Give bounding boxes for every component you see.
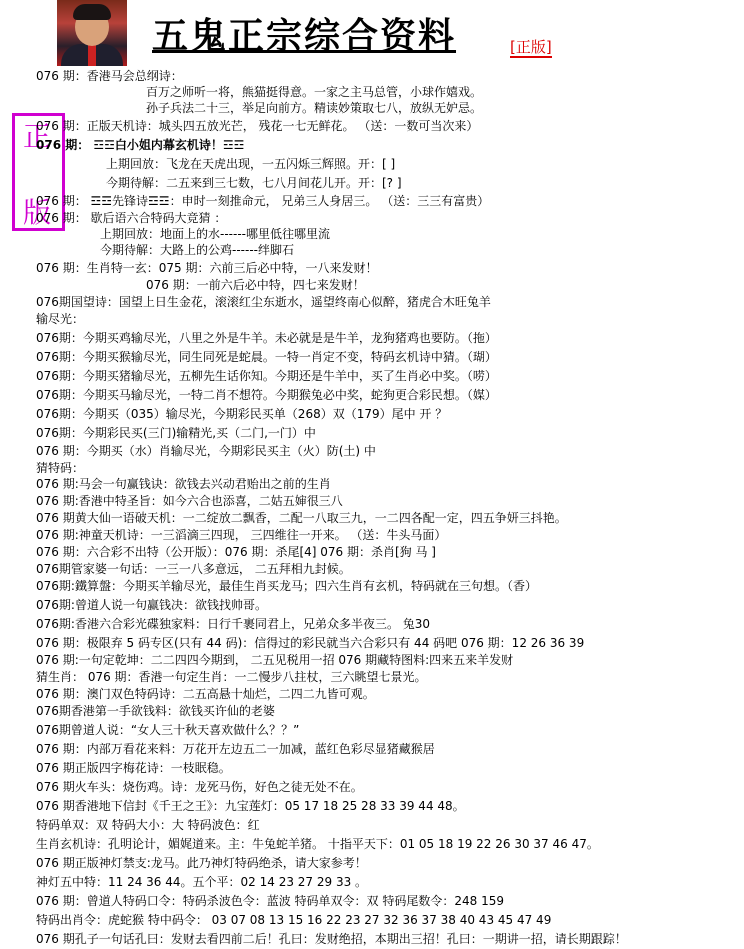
text-line: 上期回放：飞龙在天虎出现，一五闪烁三辉照。开：[ ] (106, 157, 396, 171)
text-line: 076期:香港六合彩光碟独家料：日行千裹同君上，兄弟众多半夜三。 兔30 (36, 617, 431, 631)
text-line: 076 期：今期买（水）肖输尽光，今期彩民买主（火）防(土) 中 (36, 444, 376, 458)
text-line: 076 期：正版天机诗：城头四五放光芒， 残花一七无鲜花。 （送：一数可当次来） (36, 119, 479, 133)
text-line: 076 期：内部万看花来料：万花开左边五二一加减，蓝红色彩尽显猪藏猴居 (36, 742, 435, 756)
text-line: 猜特码： (36, 461, 85, 475)
edition-badge: [正版] (510, 38, 552, 56)
text-line: 076期：今期买猪输尽光，五柳先生话你知。今期还是牛羊中，买了生肖必中奖。（唠） (36, 369, 497, 383)
text-line: 孙子兵法二十三，举足向前方。精读妙策取七八，放纵无妒忌。 (146, 101, 483, 115)
stamp-char-bottom: 版 (23, 196, 52, 229)
text-line: 百万之师听一将，熊猫挺得意。一家之主马总管，小球作嬉戏。 (146, 85, 483, 99)
text-line: 076期国望诗：国望上日生金花，滚滚红尘东逝水，遥望终南心似醉，猪虎合木旺兔羊 (36, 295, 491, 309)
text-line: 生肖玄机诗：孔明论计，媚娓道来。主：牛兔蛇羊猪。 十指平天下：01 05 18 19 22 26 30 37 46 47。 (36, 837, 599, 851)
text-line: 076期曾道人说：“女人三十秋天喜欢做什么？？” (36, 723, 300, 737)
text-line: 076 期：澳门双色特码诗：二五高悬十灿烂，二四二九皆可观。 (36, 687, 375, 701)
text-line: 076期：今期彩民买(三门)输精光,买（二门,一门）中 (36, 426, 316, 440)
text-line: 076 期： ☲☲白小姐内幕玄机诗！☲☲ (36, 138, 245, 152)
text-line: 076 期黄大仙一语破天机：一二绽放二飘香，二配一八取三九，一二四各配一定，四五争妍三抖艳。 (36, 511, 567, 525)
text-line: 076期香港第一手欲钱料：欲钱买许仙的老婆 (36, 704, 275, 718)
text-line: 076期管家婆一句话：一三一八多意远， 二五拜相九封候。 (36, 562, 351, 576)
text-line: 076期:鐵算盤：今期买羊输尽光，最佳生肖买龙马；四六生肖有玄机，特码就在三句想。（香） (36, 579, 537, 593)
author-photo (57, 0, 127, 66)
text-line: 076 期:神童天机诗：一三滔滴三四现， 三四维往一开来。 （送：牛头马面） (36, 528, 447, 542)
text-line: 特码出肖令：虎蛇猴 特中码令： 03 07 08 13 15 16 22 23 27 32 36 37 38 40 43 45 47 49 (36, 913, 552, 927)
stamp-char-top: 正 (23, 120, 52, 153)
text-line: 076 期香港地下信封《千王之王》：九宝莲灯：05 17 18 25 28 33 39 44 48。 (36, 799, 465, 813)
text-line: 神灯五中特：11 24 36 44。五个平：02 14 23 27 29 33 。 (36, 875, 368, 889)
text-line: 076期：今期买（035）输尽光，今期彩民买单（268）双（179）尾中 开 ？ (36, 407, 448, 421)
text-line: 076期：今期买猴输尽光，同生同死是蛇晨。一特一肖定不变，特码玄机诗中猜。（瑚） (36, 350, 497, 364)
text-line: 076 期火车头：烧伤鸡。诗：龙死马伤，好色之徒无处不在。 (36, 780, 363, 794)
text-line: 076 期正版四字梅花诗：一枝眠稳。 (36, 761, 231, 775)
text-line: 076 期：一前六后必中特，四七来发财！ (146, 278, 365, 292)
text-line: 076 期：生肖特一玄：075 期：六前三后必中特，一八来发财！ (36, 261, 378, 275)
text-line: 076 期:香港中特圣旨：如今六合也添喜，二姑五婶很三八 (36, 494, 343, 508)
text-line: 特码单双：双 特码大小：大 特码波色：红 (36, 818, 260, 832)
text-line: 输尽光： (36, 312, 85, 326)
text-line: 猜生肖： 076 期：香港一句定生肖：一二慢步八拄杖，三六眺望七景光。 (36, 670, 427, 684)
text-line: 076期：今期买马输尽光，一特二肖不想符。今期猴兔必中奖，蛇狗更合彩民想。（媒） (36, 388, 497, 402)
text-line: 076 期:一句定乾坤：二二四四今期到， 二五见税用一招 076 期藏特图料:四来五来羊发财 (36, 653, 514, 667)
text-line: 今期待解：大路上的公鸡------绊脚石 (100, 243, 294, 257)
text-line: 076 期：香港马会总纲诗： (36, 69, 183, 83)
text-line: 076 期孔子一句话孔曰：发财去看四前二后！孔曰：发财绝招，本期出三招！孔曰：一期讲一招，请长期跟踪！ (36, 932, 627, 946)
text-line: 076 期： ☲☲先锋诗☲☲：申时一刻推命元， 兄弟三人身居三。 （送：三三有富贵） (36, 194, 490, 208)
page-header (0, 0, 744, 66)
text-line: 076 期正版神灯禁支:龙马。此乃神灯特码绝杀，请大家参考！ (36, 856, 367, 870)
text-line: 076 期：极限弃 5 码专区(只有 44 码)：信得过的彩民就当六合彩只有 44 码吧 076 期：12 26 36 39 (36, 636, 585, 650)
text-line: 076期:曾道人说一句赢钱决：欲钱找帅哥。 (36, 598, 267, 612)
text-line: 076期：今期买鸡输尽光，八里之外是牛羊。未必就是是牛羊，龙狗猪鸡也要防。（拖） (36, 331, 497, 345)
text-line: 076 期：六合彩不出特（公开版）：076 期：杀尾[4] 076 期：杀肖[狗 马 ] (36, 545, 436, 559)
text-line: 076 期:马会一句赢钱诀：欲钱去兴动君贻出之前的生肖 (36, 477, 331, 491)
text-line: 今期待解：二五来到三七数，七八月间花儿开。开：[? ] (106, 176, 402, 190)
text-line: 上期回放：地面上的水------哪里低往哪里流 (100, 227, 330, 241)
page-title: 五鬼正宗综合资料 (152, 15, 457, 57)
text-line: 076 期：曾道人特码口令：特码杀波色令：蓝波 特码单双令：双 特码尾数令：248 159 (36, 894, 504, 908)
text-line: 076 期： 歇后语六合特码大竞猜 ： (36, 211, 227, 225)
